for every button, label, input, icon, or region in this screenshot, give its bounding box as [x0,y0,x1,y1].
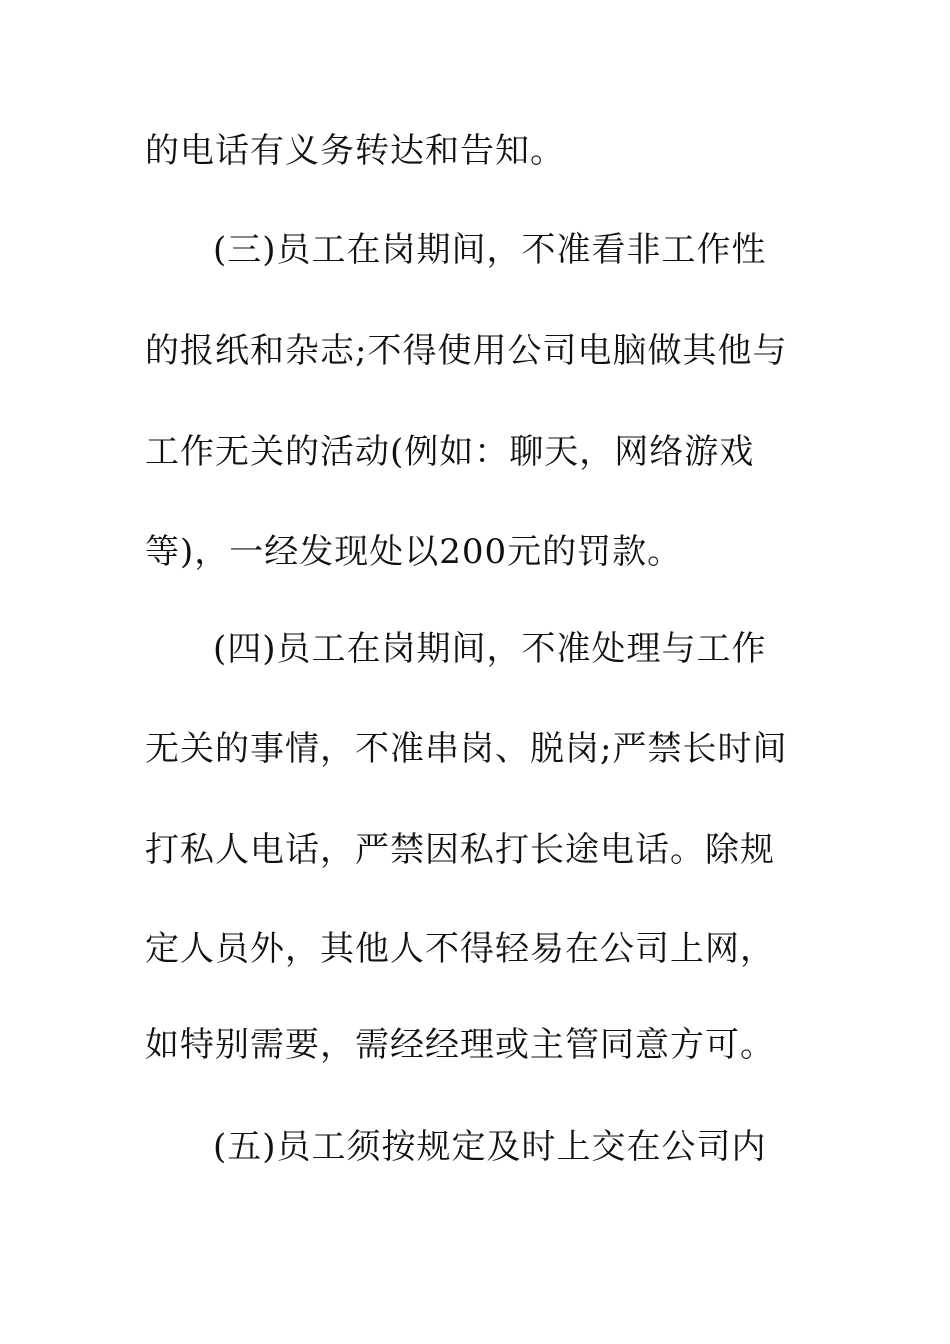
text-line: 工作无关的活动(例如：聊天，网络游戏 [145,432,755,472]
text-line: 的电话有义务转达和告知。 [145,131,565,171]
text-line: 无关的事情，不准串岗、脱岗;严禁长时间 [145,729,788,769]
text-line: 等)，一经发现处以200元的罚款。 [145,532,683,572]
text-line: (五)员工须按规定及时上交在公司内 [213,1127,767,1167]
text-line: (三)员工在岗期间，不准看非工作性 [213,230,767,270]
text-line: 定人员外，其他人不得轻易在公司上网， [145,929,775,969]
text-line: (四)员工在岗期间，不准处理与工作 [213,629,767,669]
text-line: 如特别需要，需经经理或主管同意方可。 [145,1025,775,1065]
text-line: 打私人电话，严禁因私打长途电话。除规 [145,830,775,870]
text-line: 的报纸和杂志;不得使用公司电脑做其他与 [145,331,788,371]
